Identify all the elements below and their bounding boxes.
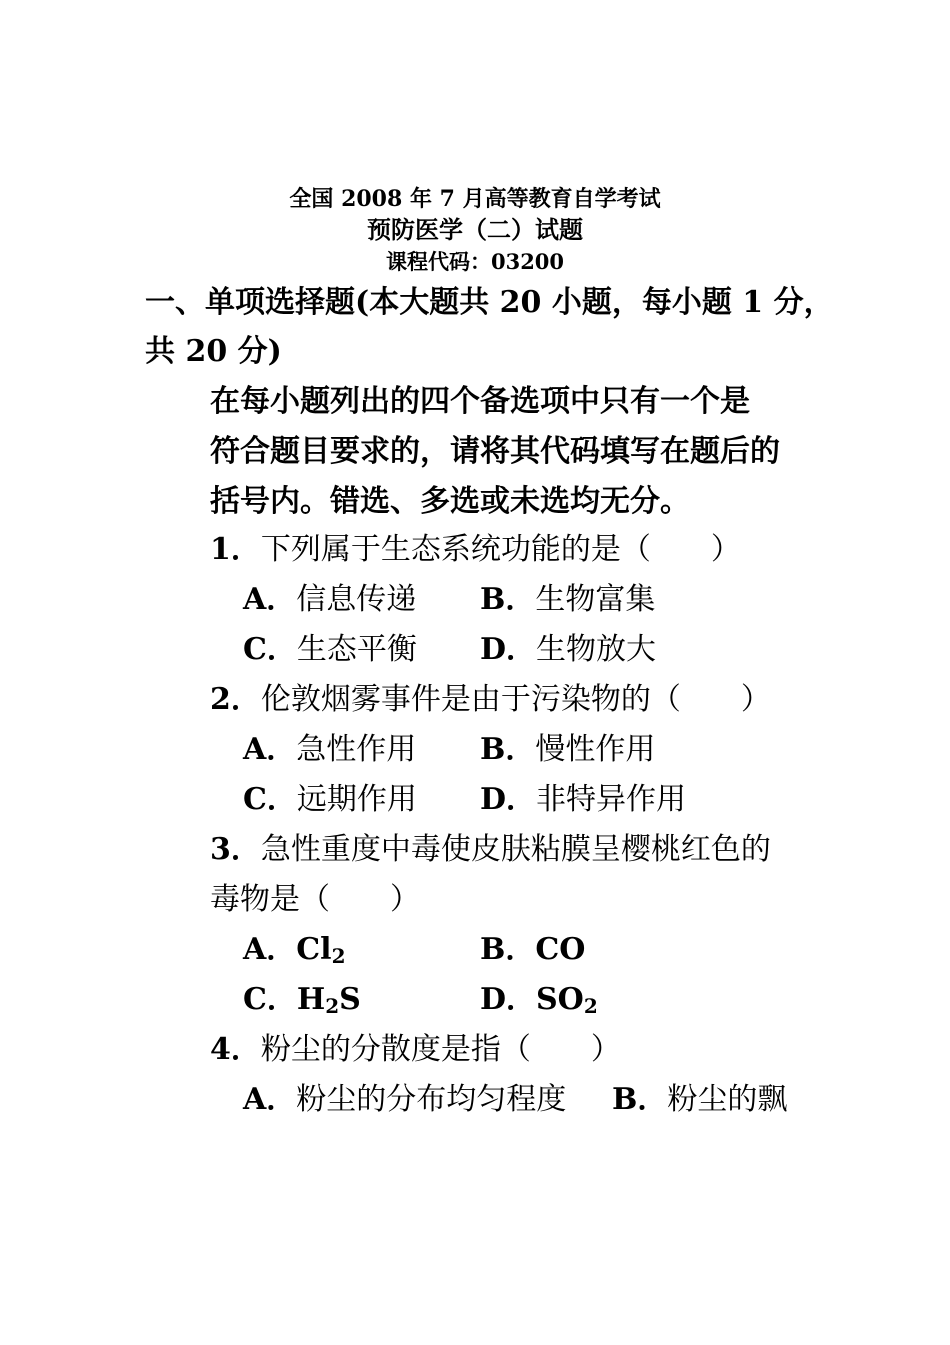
question-number: 2． [210,682,261,717]
question-text: 下列属于生态系统功能的是（ ） [260,532,741,567]
option-d: D．生物放大 [480,632,657,667]
question-4 [210,1030,621,1070]
section-title: 一、单项选择题(本大题共 20 小题，每小题 1 分， [145,285,834,320]
option-c: C．生态平衡 [243,632,417,667]
option-d: D．$SO_2$ [480,982,598,1018]
question-3-cont: 毒物是（ ） [210,882,420,917]
section-title-cont: 共 20 分) [145,334,282,369]
option-b: B．粉尘的飘 [612,1082,788,1117]
question-text: 伦敦烟雾事件是由于污染物的（ ） [260,682,771,717]
question-3 [210,830,771,870]
option-a: A．粉尘的分布均匀程度 [243,1082,567,1117]
question-1 [210,530,741,570]
question-number: 1． [210,532,261,567]
exam-subject: 预防医学（二）试题 [367,215,583,244]
question-number: 3． [210,832,261,867]
option-b: B．慢性作用 [480,732,656,767]
question-text: 粉尘的分散度是指（ ） [260,1032,621,1067]
exam-title: 全国 2008 年 7 月高等教育自学考试 [289,186,661,212]
option-d: D．非特异作用 [480,782,687,817]
instruction-line: 在每小题列出的四个备选项中只有一个是 [210,384,750,419]
option-a: A．急性作用 [243,732,417,767]
option-b: B．生物富集 [480,582,656,617]
option-c: C．$H_2S$ [243,982,361,1018]
question-number: 4． [210,1032,261,1067]
instruction-line: 符合题目要求的，请将其代码填写在题后的 [210,434,780,469]
question-2 [210,680,771,720]
question-text: 急性重度中毒使皮肤粘膜呈樱桃红色的 [260,832,771,867]
instruction-line: 括号内。错选、多选或未选均无分。 [210,484,690,519]
course-code: 课程代码：03200 [385,249,565,274]
option-c: C．远期作用 [243,782,417,817]
option-b: B．CO [480,932,586,967]
option-a: A．$Cl_2$ [243,932,346,968]
option-a: A．信息传递 [243,582,417,617]
